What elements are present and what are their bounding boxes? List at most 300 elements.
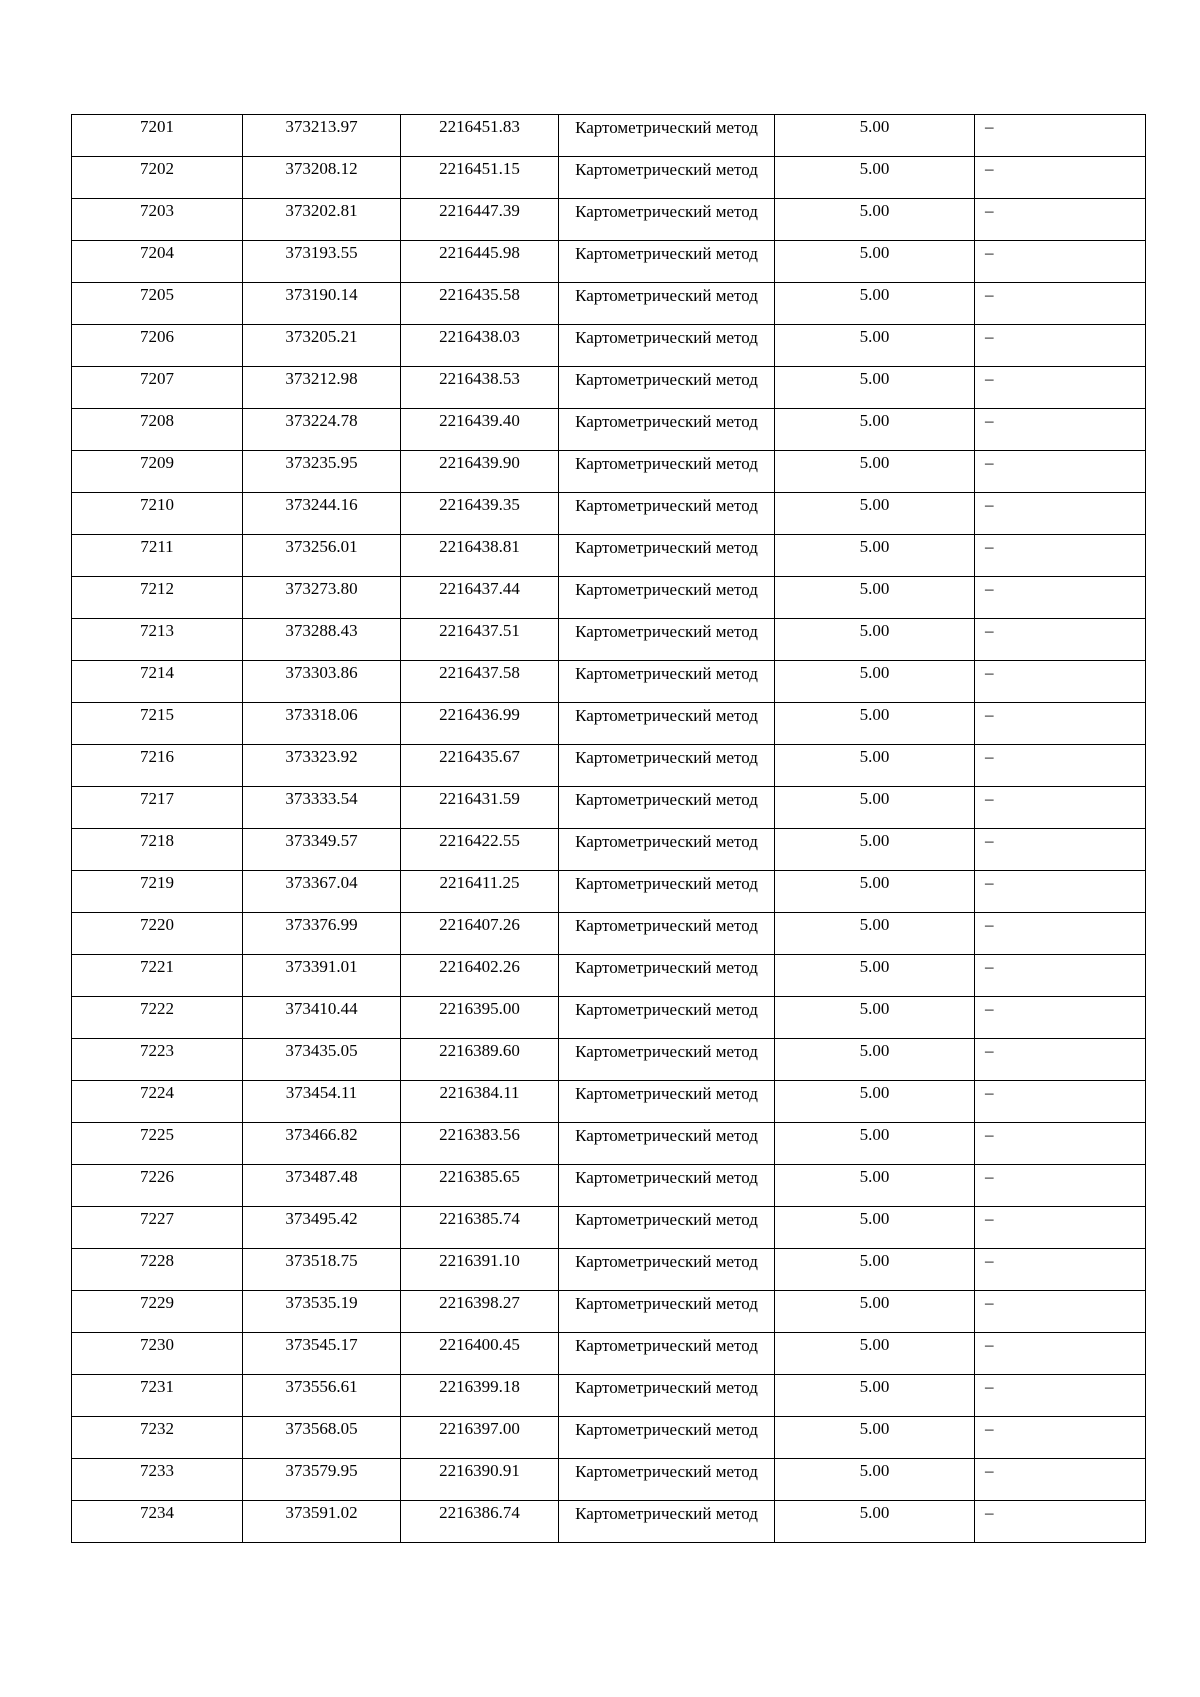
y-coordinate-text: 2216397.00	[439, 1419, 520, 1438]
point-number-text: 7228	[140, 1251, 174, 1270]
precision-cell	[775, 1249, 975, 1291]
precision-cell	[775, 913, 975, 955]
y-coordinate-text: 2216438.53	[439, 369, 520, 388]
precision-cell	[775, 1459, 975, 1501]
note-cell	[975, 1165, 1146, 1207]
y-coordinate-text: 2216439.90	[439, 453, 520, 472]
precision-cell	[775, 1291, 975, 1333]
x-coordinate-cell	[243, 367, 401, 409]
y-coordinate-text: 2216438.81	[439, 537, 520, 556]
point-number-cell	[72, 157, 243, 199]
point-number-text: 7205	[140, 285, 174, 304]
y-coordinate-text: 2216437.44	[439, 579, 520, 598]
point-number-text: 7224	[140, 1083, 174, 1102]
precision-text: 5.00	[859, 789, 890, 808]
table-row	[72, 241, 1146, 283]
method-text: Картометрический метод	[575, 370, 758, 389]
y-coordinate-text: 2216422.55	[439, 831, 520, 850]
note-text: –	[985, 1419, 994, 1438]
method-text: Картометрический метод	[575, 1504, 758, 1523]
point-number-text: 7201	[140, 117, 174, 136]
precision-cell	[775, 1417, 975, 1459]
point-number-text: 7211	[140, 537, 174, 556]
y-coordinate-cell	[401, 1459, 559, 1501]
method-cell	[559, 1459, 775, 1501]
point-number-text: 7233	[140, 1461, 174, 1480]
x-coordinate-text: 373288.43	[285, 621, 358, 640]
note-cell	[975, 1123, 1146, 1165]
x-coordinate-text: 373224.78	[285, 411, 358, 430]
table-row	[72, 1417, 1146, 1459]
point-number-text: 7230	[140, 1335, 174, 1354]
point-number-cell	[72, 451, 243, 493]
note-cell	[975, 913, 1146, 955]
method-cell	[559, 787, 775, 829]
precision-cell	[775, 871, 975, 913]
method-text: Картометрический метод	[575, 1126, 758, 1145]
point-number-text: 7204	[140, 243, 174, 262]
precision-text: 5.00	[859, 411, 890, 430]
y-coordinate-cell	[401, 1207, 559, 1249]
precision-cell	[775, 829, 975, 871]
note-text: –	[985, 999, 994, 1018]
method-text: Картометрический метод	[575, 748, 758, 767]
x-coordinate-cell	[243, 1207, 401, 1249]
method-text: Картометрический метод	[575, 664, 758, 683]
point-number-text: 7227	[140, 1209, 174, 1228]
point-number-cell	[72, 745, 243, 787]
x-coordinate-cell	[243, 1249, 401, 1291]
precision-cell	[775, 451, 975, 493]
x-coordinate-text: 373208.12	[285, 159, 358, 178]
note-text: –	[985, 243, 994, 262]
x-coordinate-text: 373349.57	[285, 831, 358, 850]
table-row	[72, 577, 1146, 619]
y-coordinate-text: 2216437.58	[439, 663, 520, 682]
table-row	[72, 535, 1146, 577]
x-coordinate-text: 373535.19	[285, 1293, 358, 1312]
table-row	[72, 1249, 1146, 1291]
y-coordinate-text: 2216435.67	[439, 747, 520, 766]
point-number-cell	[72, 535, 243, 577]
x-coordinate-text: 373466.82	[285, 1125, 358, 1144]
point-number-cell	[72, 115, 243, 157]
point-number-text: 7208	[140, 411, 174, 430]
y-coordinate-text: 2216411.25	[439, 873, 520, 892]
note-text: –	[985, 285, 994, 304]
y-coordinate-cell	[401, 1039, 559, 1081]
y-coordinate-text: 2216385.74	[439, 1209, 520, 1228]
y-coordinate-cell	[401, 661, 559, 703]
note-text: –	[985, 1251, 994, 1270]
note-cell	[975, 955, 1146, 997]
method-cell	[559, 493, 775, 535]
y-coordinate-text: 2216447.39	[439, 201, 520, 220]
precision-cell	[775, 1039, 975, 1081]
precision-text: 5.00	[859, 1041, 890, 1060]
x-coordinate-text: 373333.54	[285, 789, 358, 808]
point-number-cell	[72, 409, 243, 451]
x-coordinate-cell	[243, 913, 401, 955]
precision-cell	[775, 493, 975, 535]
note-cell	[975, 283, 1146, 325]
table-row	[72, 703, 1146, 745]
point-number-text: 7232	[140, 1419, 174, 1438]
precision-cell	[775, 283, 975, 325]
y-coordinate-cell	[401, 955, 559, 997]
note-cell	[975, 1459, 1146, 1501]
precision-text: 5.00	[859, 369, 890, 388]
point-number-cell	[72, 493, 243, 535]
point-number-text: 7202	[140, 159, 174, 178]
point-number-cell	[72, 913, 243, 955]
point-number-text: 7213	[140, 621, 174, 640]
method-cell	[559, 913, 775, 955]
method-text: Картометрический метод	[575, 916, 758, 935]
point-number-cell	[72, 787, 243, 829]
x-coordinate-cell	[243, 1375, 401, 1417]
method-text: Картометрический метод	[575, 1042, 758, 1061]
note-cell	[975, 703, 1146, 745]
y-coordinate-cell	[401, 1165, 559, 1207]
precision-text: 5.00	[859, 1125, 890, 1144]
precision-text: 5.00	[859, 1251, 890, 1270]
y-coordinate-text: 2216438.03	[439, 327, 520, 346]
x-coordinate-text: 373213.97	[285, 117, 358, 136]
table-row	[72, 367, 1146, 409]
coordinates-table-body	[72, 115, 1146, 1543]
table-row	[72, 1123, 1146, 1165]
x-coordinate-text: 373244.16	[285, 495, 358, 514]
table-row	[72, 619, 1146, 661]
y-coordinate-cell	[401, 619, 559, 661]
method-cell	[559, 997, 775, 1039]
precision-text: 5.00	[859, 1293, 890, 1312]
method-cell	[559, 409, 775, 451]
note-cell	[975, 1375, 1146, 1417]
precision-cell	[775, 409, 975, 451]
x-coordinate-cell	[243, 451, 401, 493]
table-row	[72, 1459, 1146, 1501]
precision-text: 5.00	[859, 201, 890, 220]
x-coordinate-text: 373410.44	[285, 999, 358, 1018]
precision-cell	[775, 619, 975, 661]
method-text: Картометрический метод	[575, 454, 758, 473]
point-number-cell	[72, 241, 243, 283]
note-cell	[975, 1501, 1146, 1543]
point-number-text: 7217	[140, 789, 174, 808]
point-number-cell	[72, 1291, 243, 1333]
note-text: –	[985, 1461, 994, 1480]
precision-text: 5.00	[859, 873, 890, 892]
method-text: Картометрический метод	[575, 1336, 758, 1355]
precision-text: 5.00	[859, 117, 890, 136]
method-cell	[559, 1081, 775, 1123]
note-text: –	[985, 705, 994, 724]
point-number-text: 7231	[140, 1377, 174, 1396]
x-coordinate-cell	[243, 535, 401, 577]
note-text: –	[985, 747, 994, 766]
y-coordinate-text: 2216445.98	[439, 243, 520, 262]
method-cell	[559, 1207, 775, 1249]
x-coordinate-cell	[243, 409, 401, 451]
note-text: –	[985, 453, 994, 472]
y-coordinate-cell	[401, 451, 559, 493]
method-cell	[559, 115, 775, 157]
note-cell	[975, 115, 1146, 157]
point-number-text: 7225	[140, 1125, 174, 1144]
y-coordinate-text: 2216398.27	[439, 1293, 520, 1312]
x-coordinate-cell	[243, 871, 401, 913]
point-number-cell	[72, 619, 243, 661]
table-row	[72, 913, 1146, 955]
precision-cell	[775, 1333, 975, 1375]
point-number-text: 7209	[140, 453, 174, 472]
table-row	[72, 955, 1146, 997]
point-number-text: 7212	[140, 579, 174, 598]
method-text: Картометрический метод	[575, 496, 758, 515]
table-row	[72, 1207, 1146, 1249]
method-cell	[559, 1165, 775, 1207]
x-coordinate-text: 373235.95	[285, 453, 358, 472]
method-cell	[559, 451, 775, 493]
precision-text: 5.00	[859, 663, 890, 682]
point-number-text: 7216	[140, 747, 174, 766]
method-cell	[559, 871, 775, 913]
point-number-cell	[72, 1081, 243, 1123]
y-coordinate-text: 2216389.60	[439, 1041, 520, 1060]
method-text: Картометрический метод	[575, 580, 758, 599]
method-cell	[559, 199, 775, 241]
note-text: –	[985, 621, 994, 640]
y-coordinate-cell	[401, 829, 559, 871]
point-number-text: 7220	[140, 915, 174, 934]
y-coordinate-text: 2216435.58	[439, 285, 520, 304]
y-coordinate-cell	[401, 241, 559, 283]
point-number-cell	[72, 955, 243, 997]
note-cell	[975, 1081, 1146, 1123]
table-row	[72, 745, 1146, 787]
y-coordinate-text: 2216431.59	[439, 789, 520, 808]
y-coordinate-cell	[401, 283, 559, 325]
table-row	[72, 1165, 1146, 1207]
method-text: Картометрический метод	[575, 160, 758, 179]
y-coordinate-text: 2216386.74	[439, 1503, 520, 1522]
y-coordinate-cell	[401, 997, 559, 1039]
note-cell	[975, 241, 1146, 283]
point-number-cell	[72, 577, 243, 619]
y-coordinate-text: 2216436.99	[439, 705, 520, 724]
x-coordinate-text: 373318.06	[285, 705, 358, 724]
y-coordinate-text: 2216439.40	[439, 411, 520, 430]
method-text: Картометрический метод	[575, 118, 758, 137]
method-cell	[559, 157, 775, 199]
y-coordinate-cell	[401, 1081, 559, 1123]
method-text: Картометрический метод	[575, 412, 758, 431]
method-text: Картометрический метод	[575, 874, 758, 893]
y-coordinate-cell	[401, 1123, 559, 1165]
table-row	[72, 1291, 1146, 1333]
precision-text: 5.00	[859, 243, 890, 262]
y-coordinate-cell	[401, 367, 559, 409]
table-row	[72, 787, 1146, 829]
x-coordinate-text: 373568.05	[285, 1419, 358, 1438]
method-cell	[559, 577, 775, 619]
note-cell	[975, 535, 1146, 577]
point-number-cell	[72, 367, 243, 409]
note-cell	[975, 1333, 1146, 1375]
point-number-cell	[72, 661, 243, 703]
precision-cell	[775, 157, 975, 199]
y-coordinate-cell	[401, 1501, 559, 1543]
table-row	[72, 409, 1146, 451]
point-number-cell	[72, 1039, 243, 1081]
y-coordinate-text: 2216439.35	[439, 495, 520, 514]
point-number-text: 7218	[140, 831, 174, 850]
method-cell	[559, 1375, 775, 1417]
method-text: Картометрический метод	[575, 1084, 758, 1103]
precision-cell	[775, 745, 975, 787]
coordinates-table	[71, 114, 1146, 1543]
x-coordinate-text: 373591.02	[285, 1503, 358, 1522]
point-number-cell	[72, 703, 243, 745]
x-coordinate-cell	[243, 493, 401, 535]
point-number-cell	[72, 829, 243, 871]
y-coordinate-text: 2216384.11	[439, 1083, 520, 1102]
y-coordinate-text: 2216391.10	[439, 1251, 520, 1270]
method-cell	[559, 1291, 775, 1333]
method-text: Картометрический метод	[575, 328, 758, 347]
point-number-text: 7234	[140, 1503, 174, 1522]
note-cell	[975, 871, 1146, 913]
precision-cell	[775, 115, 975, 157]
x-coordinate-cell	[243, 997, 401, 1039]
precision-text: 5.00	[859, 327, 890, 346]
x-coordinate-cell	[243, 1459, 401, 1501]
table-row	[72, 997, 1146, 1039]
note-cell	[975, 1249, 1146, 1291]
point-number-cell	[72, 1123, 243, 1165]
y-coordinate-cell	[401, 577, 559, 619]
x-coordinate-text: 373376.99	[285, 915, 358, 934]
y-coordinate-cell	[401, 535, 559, 577]
method-cell	[559, 283, 775, 325]
y-coordinate-cell	[401, 1249, 559, 1291]
precision-cell	[775, 703, 975, 745]
point-number-text: 7223	[140, 1041, 174, 1060]
y-coordinate-text: 2216400.45	[439, 1335, 520, 1354]
note-cell	[975, 199, 1146, 241]
method-cell	[559, 1039, 775, 1081]
point-number-text: 7219	[140, 873, 174, 892]
y-coordinate-cell	[401, 325, 559, 367]
method-cell	[559, 1417, 775, 1459]
method-cell	[559, 703, 775, 745]
precision-cell	[775, 199, 975, 241]
x-coordinate-text: 373193.55	[285, 243, 358, 262]
precision-text: 5.00	[859, 1083, 890, 1102]
x-coordinate-cell	[243, 115, 401, 157]
x-coordinate-cell	[243, 577, 401, 619]
note-cell	[975, 1417, 1146, 1459]
point-number-cell	[72, 1207, 243, 1249]
x-coordinate-text: 373495.42	[285, 1209, 358, 1228]
note-cell	[975, 1291, 1146, 1333]
x-coordinate-cell	[243, 1291, 401, 1333]
x-coordinate-text: 373487.48	[285, 1167, 358, 1186]
precision-cell	[775, 577, 975, 619]
y-coordinate-cell	[401, 703, 559, 745]
precision-text: 5.00	[859, 1377, 890, 1396]
x-coordinate-text: 373579.95	[285, 1461, 358, 1480]
method-text: Картометрический метод	[575, 1378, 758, 1397]
table-row	[72, 829, 1146, 871]
table-row	[72, 871, 1146, 913]
precision-text: 5.00	[859, 1503, 890, 1522]
precision-cell	[775, 1501, 975, 1543]
table-row	[72, 451, 1146, 493]
note-text: –	[985, 789, 994, 808]
precision-text: 5.00	[859, 285, 890, 304]
note-cell	[975, 745, 1146, 787]
precision-text: 5.00	[859, 957, 890, 976]
table-row	[72, 157, 1146, 199]
x-coordinate-cell	[243, 283, 401, 325]
y-coordinate-cell	[401, 493, 559, 535]
table-row	[72, 1081, 1146, 1123]
note-text: –	[985, 1125, 994, 1144]
method-text: Картометрический метод	[575, 202, 758, 221]
method-cell	[559, 619, 775, 661]
point-number-cell	[72, 1459, 243, 1501]
x-coordinate-cell	[243, 1123, 401, 1165]
method-text: Картометрический метод	[575, 1294, 758, 1313]
y-coordinate-text: 2216383.56	[439, 1125, 520, 1144]
note-text: –	[985, 915, 994, 934]
x-coordinate-cell	[243, 241, 401, 283]
x-coordinate-cell	[243, 955, 401, 997]
precision-cell	[775, 1375, 975, 1417]
y-coordinate-cell	[401, 1333, 559, 1375]
note-text: –	[985, 201, 994, 220]
x-coordinate-text: 373454.11	[285, 1083, 358, 1102]
point-number-cell	[72, 1417, 243, 1459]
x-coordinate-text: 373323.92	[285, 747, 358, 766]
x-coordinate-text: 373435.05	[285, 1041, 358, 1060]
precision-text: 5.00	[859, 999, 890, 1018]
note-text: –	[985, 537, 994, 556]
point-number-cell	[72, 1375, 243, 1417]
precision-cell	[775, 535, 975, 577]
x-coordinate-cell	[243, 1417, 401, 1459]
method-cell	[559, 1249, 775, 1291]
method-cell	[559, 829, 775, 871]
table-row	[72, 1375, 1146, 1417]
precision-cell	[775, 955, 975, 997]
note-cell	[975, 367, 1146, 409]
x-coordinate-text: 373303.86	[285, 663, 358, 682]
x-coordinate-cell	[243, 661, 401, 703]
precision-text: 5.00	[859, 705, 890, 724]
table-row	[72, 283, 1146, 325]
y-coordinate-cell	[401, 1291, 559, 1333]
point-number-cell	[72, 1501, 243, 1543]
method-cell	[559, 1123, 775, 1165]
precision-text: 5.00	[859, 1461, 890, 1480]
method-text: Картометрический метод	[575, 706, 758, 725]
precision-text: 5.00	[859, 831, 890, 850]
precision-text: 5.00	[859, 915, 890, 934]
